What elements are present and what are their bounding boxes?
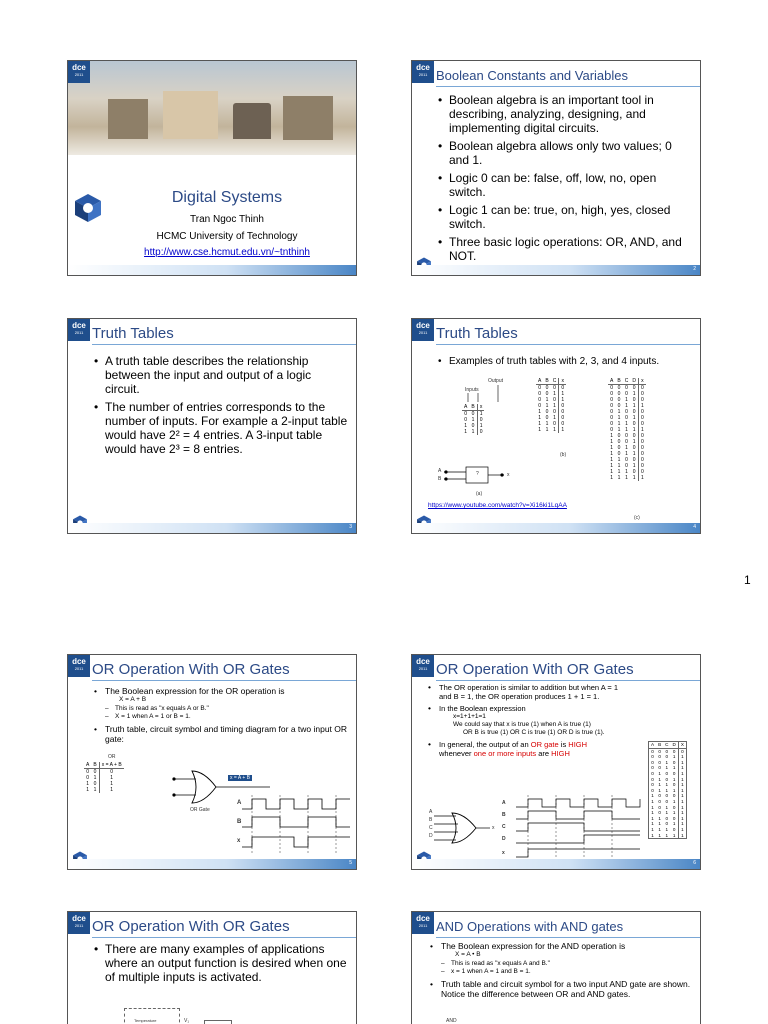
title-rule: [436, 344, 700, 345]
bullet-list: [94, 686, 348, 747]
bullet-item: • Boolean algebra is an important tool in describing, analyzing, designing, and implementing digital circuits.: [438, 93, 692, 135]
dce-logo: dce 2011: [68, 655, 90, 677]
slide-truth-tables-2: [411, 318, 701, 534]
page-number: 1: [744, 573, 751, 587]
slide-title: AND Operations with AND gates: [436, 919, 624, 934]
bullet-list: [438, 93, 692, 267]
title-rule: [436, 86, 700, 87]
author-name: Tran Ngoc Thinh: [190, 214, 264, 225]
slide-or-operation-2: [411, 654, 701, 870]
slide-footer: [68, 523, 356, 533]
or-4-input-gate: [430, 805, 500, 851]
slide-number: 3: [349, 524, 352, 530]
explanation-line: OR B is true (1) OR C is true (1) OR D is true (1).: [463, 729, 605, 736]
dce-logo: dce 2011: [68, 912, 90, 934]
dce-logo: dce 2011: [68, 319, 90, 341]
gate-out-x: x: [492, 825, 495, 831]
slide-title: Truth Tables: [436, 325, 518, 342]
bullet-list: [430, 941, 694, 1002]
slide-number: 2: [693, 266, 696, 272]
dce-logo: dce 2011: [68, 61, 90, 83]
or-truth-table: A B x = A + B 0 0 0 0 1 1 1 0 1 1 1 1: [86, 762, 122, 793]
caption-c: (c): [634, 515, 640, 521]
slide-truth-tables-1: [67, 318, 357, 534]
input-b-label: B: [438, 476, 442, 482]
sub-bullet: – X = 1 when A = 1 or B = 1.: [105, 713, 348, 721]
input-a-label: A: [438, 468, 442, 474]
truth-table-4-input: A B C D x 0 0 0 0 0 0 0 0 1 0 0 0 1 0 0 0 0 1 1 1 0 1 0 0 0 0 1 0 1 0 0 1 1 0 0 0 1 1 1 1 1 0 0 0 0 1 0 0 1 0 1 0 1 0 0 1 0 1 1 0 1 1 0 0 0 1 1 0 1 0 1 1 1 0 0 1 1 1 1 1: [610, 378, 644, 481]
output-label: Output: [488, 378, 504, 384]
wave-a-label: A: [237, 800, 242, 806]
wave-label-d: D: [502, 836, 506, 842]
bullet-item: • The number of entries corresponds to the number of inputs. For example a 2-input table would have 2² = 4 entries. A 3-input table would have 2³ = 8 entries.: [94, 400, 348, 456]
or-4-input-timing-diagram: [508, 795, 646, 861]
youtube-link[interactable]: https://www.youtube.com/watch?v=Xi16ki1LqAA: [428, 502, 567, 509]
sub-bullet: – This is read as "x equals A and B.": [441, 960, 694, 968]
or-4-input-truth-table: A B C D X 0 0 0 0 0 0 0 0 1 1 0 0 1 0 1 0 0 1 1 1 0 1 0 0 1 0 1 0 1 1 0 1 1 0 1 0 1 1 1 1 1 0 0 0 1 1 0 0 1 1 1 0 1 0 1 1 0 1 1 1 1 1 0 0 1 1 1 0 1 1 1 1 1 0 1 1 1 1 1 1: [648, 741, 687, 839]
bullet-item: • Boolean algebra allows only two values; 0 and 1.: [438, 139, 692, 167]
inputs-label: Inputs: [465, 387, 479, 393]
gate-symbol: ?: [476, 471, 479, 477]
expression: x=1+1+1=1: [453, 713, 486, 720]
campus-photo-banner: [68, 61, 356, 155]
gate-in-c: C: [429, 825, 433, 831]
expression: X = A + B: [119, 696, 147, 703]
bullet-list: [94, 942, 348, 988]
bullet-list: [438, 355, 692, 373]
and-table-caption: AND: [446, 1018, 457, 1024]
dce-logo: dce 2011: [412, 655, 434, 677]
truth-table-3-input: A B C x 0 0 0 0 0 0 1 1 0 1 0 1 0 1 1 0 1 0 0 0 1 0 1 0 1 1 0 0 1 1 1 1: [538, 378, 565, 433]
v1-label: V₁: [184, 1018, 190, 1024]
bullet-item: • The OR operation is similar to addition but when A = 1 and B = 1, the OR operation produces 1 + 1 = 1.: [428, 683, 630, 701]
title-rule: [92, 937, 356, 938]
gate-in-d: D: [429, 833, 433, 839]
presentation-title: Digital Systems: [171, 189, 283, 206]
gate-in-b: B: [429, 817, 433, 823]
slide-footer: [412, 859, 700, 869]
bullet-item: • Truth table, circuit symbol and timing diagram for a two input OR gate:: [94, 724, 348, 744]
or-timing-diagram: [228, 795, 352, 859]
bullet-item: • There are many examples of applications where an output function is desired when one of multiple inputs is activated.: [94, 942, 348, 984]
bullet-item: • Logic 0 can be: false, off, low, no, open switch.: [438, 171, 692, 199]
title-rule: [92, 344, 356, 345]
slide-footer: [412, 265, 700, 275]
truth-table-2-input: A B x 0 0 1 0 1 0 1 0 1 1 1 0: [464, 404, 483, 435]
wave-x-label: x: [237, 838, 241, 844]
slide-or-operation-3: [67, 911, 357, 1024]
title-rule: [436, 680, 700, 681]
slide-number: 5: [349, 860, 352, 866]
comparator-box: [204, 1020, 232, 1024]
dce-logo: dce 2011: [412, 61, 434, 83]
slide-or-operation-1: [67, 654, 357, 870]
slide-footer: [68, 265, 356, 275]
slide-number: 6: [693, 860, 696, 866]
title-rule: [92, 680, 356, 681]
homepage-link[interactable]: http://www.cse.hcmut.edu.vn/~tnthinh: [144, 247, 310, 258]
wave-label-x: x: [502, 850, 505, 856]
title-rule: [436, 937, 700, 938]
bullet-item: • In the Boolean expression x=1+1+1=1 We could say that x is true (1) when A is true (1) OR B is true (1) OR C is true (1) OR D is true (1).: [428, 704, 630, 737]
output-x-label: x: [507, 472, 510, 478]
dce-logo: dce 2011: [412, 319, 434, 341]
bullet-item: • Examples of truth tables with 2, 3, and 4 inputs.: [438, 355, 692, 369]
bullet-item: • In general, the output of an OR gate is HIGH whenever one or more inputs are HIGH: [428, 740, 630, 758]
organization: HCMC University of Technology: [156, 231, 298, 242]
explanation-line: We could say that x is true (1) when A is true (1): [453, 721, 591, 728]
caption-b: (b): [560, 452, 567, 458]
slide-title: Boolean Constants and Variables: [436, 68, 628, 83]
bullet-list: [428, 683, 630, 761]
slide-title: Truth Tables: [92, 325, 174, 342]
dce-logo: dce 2011: [412, 912, 434, 934]
sub-bullet: – This is read as "x equals A or B.": [105, 705, 348, 713]
bullet-item: • Logic 1 can be: true, on, high, yes, closed switch.: [438, 203, 692, 231]
bullet-item: • The Boolean expression for the OR operation is X = A + B – This is read as "x equals A or B." – X = 1 when A = 1 or B = 1.: [94, 686, 348, 721]
bullet-item: • The Boolean expression for the AND operation is X = A • B – This is read as "x equals A and B." – x = 1 when A = 1 and B = 1.: [430, 941, 694, 976]
bullet-item: • Three basic logic operations: OR, AND, and NOT.: [438, 235, 692, 263]
bullet-item: • A truth table describes the relationship between the input and output of a logic circuit.: [94, 354, 348, 396]
bullet-list: [94, 354, 348, 460]
temperature-label: Temperature: [134, 1018, 157, 1023]
slide-boolean-constants: [411, 60, 701, 276]
arrows-graphic: [464, 383, 504, 403]
bullet-item: • Truth table and circuit symbol for a two input AND gate are shown. Notice the difference between OR and AND gates.: [430, 979, 694, 999]
wave-label-b: B: [502, 812, 506, 818]
sub-bullet: – x = 1 when A = 1 and B = 1.: [441, 968, 694, 976]
slide-title: OR Operation With OR Gates: [92, 661, 290, 678]
gate-in-a: A: [429, 809, 433, 815]
or-output-label: x = A + B: [230, 775, 251, 781]
expression: X = A • B: [455, 951, 481, 958]
slide-and-operation: [411, 911, 701, 1024]
slide-number: 4: [693, 524, 696, 530]
slide-footer: [68, 859, 356, 869]
or-gate-label: OR Gate: [190, 807, 210, 813]
wave-b-label: B: [237, 819, 242, 825]
university-cube-logo: [74, 193, 102, 223]
or-table-caption: OR: [108, 754, 116, 760]
caption-a: (a): [476, 491, 483, 497]
slide-title: [67, 60, 357, 276]
slide-title: OR Operation With OR Gates: [92, 918, 290, 935]
wave-label-c: C: [502, 824, 506, 830]
slide-title: OR Operation With OR Gates: [436, 661, 634, 678]
wave-label-a: A: [502, 800, 506, 806]
slide-footer: [412, 523, 700, 533]
